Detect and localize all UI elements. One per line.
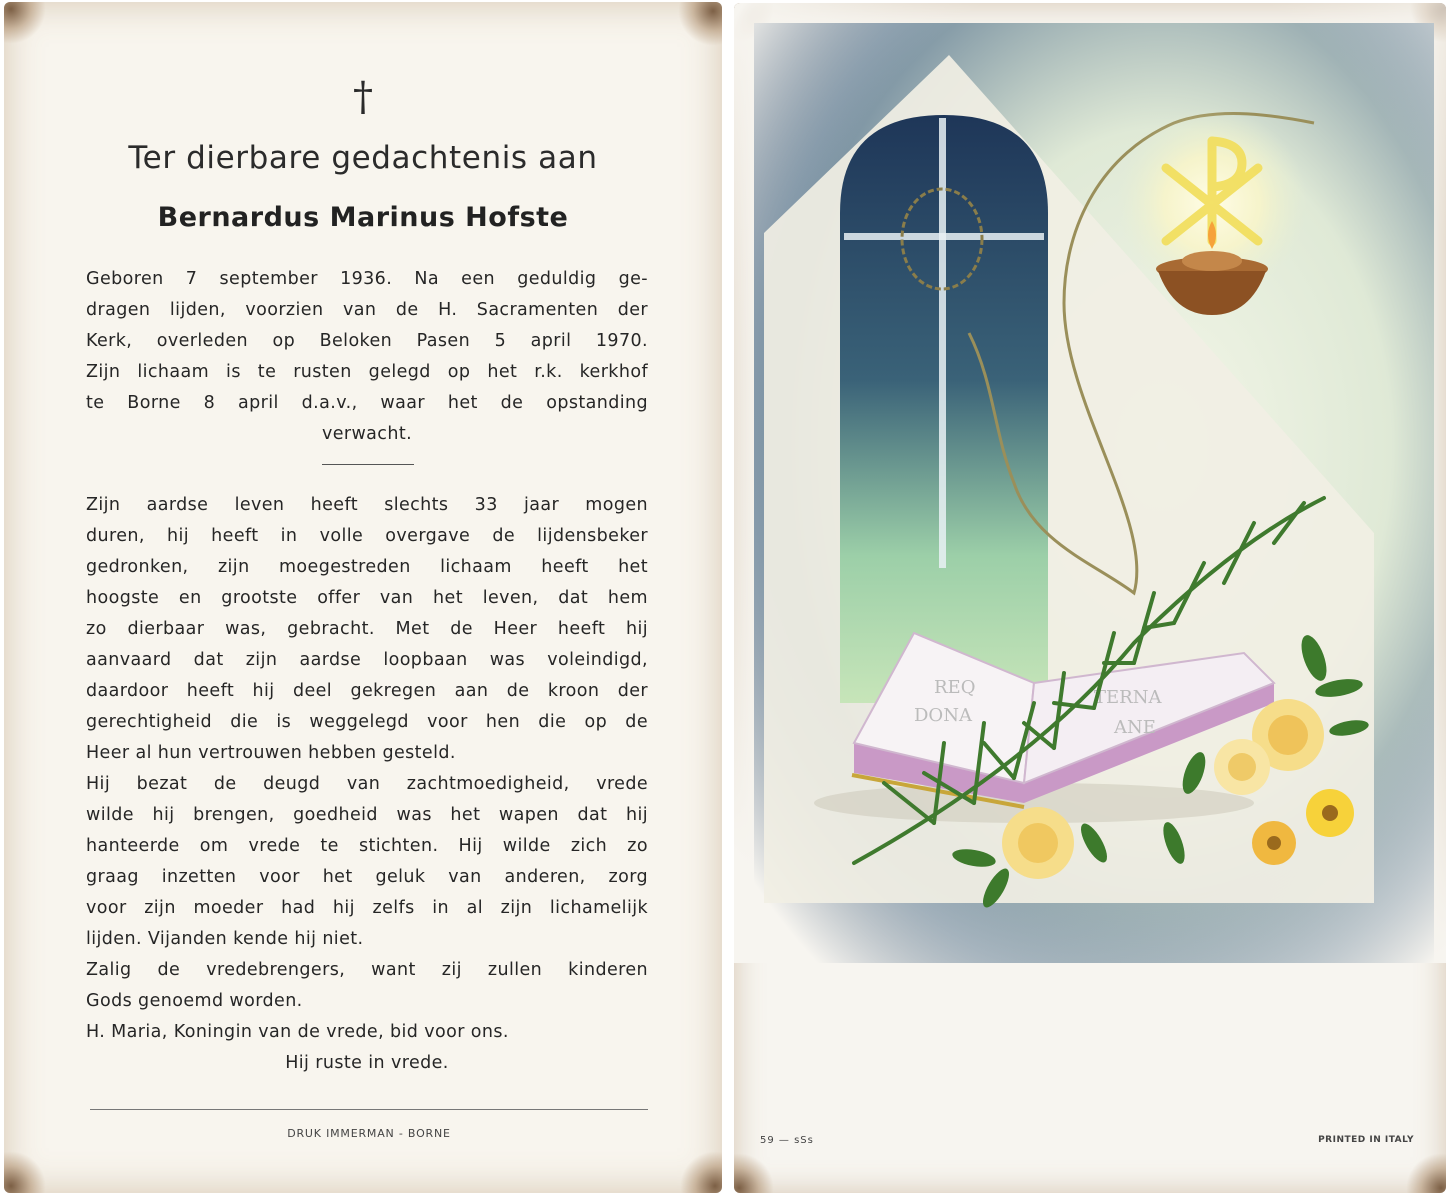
burn-stain	[680, 1151, 722, 1193]
book-text: REQ	[934, 677, 976, 698]
text-line: te Borne 8 april d.a.v., waar het de opstanding	[86, 393, 648, 413]
religious-illustration	[734, 3, 1446, 963]
burn-stain	[734, 1153, 774, 1193]
biography-paragraph	[86, 264, 648, 450]
book-text: DONA	[914, 705, 972, 726]
memorial-card-image-side	[734, 3, 1446, 1193]
text-line: Hij bezat de deugd van zachtmoedigheid, vrede	[86, 774, 648, 794]
text-line: hanteerde om vrede te stichten. Hij wilde zich zo	[86, 836, 648, 856]
book-text: TERNA	[1094, 687, 1162, 708]
text-line: Zijn aardse leven heeft slechts 33 jaar mogen	[86, 495, 648, 515]
text-line: verwacht.	[321, 424, 413, 444]
divider	[322, 464, 414, 465]
text-line: Hij ruste in vrede.	[285, 1053, 449, 1073]
text-line: Geboren 7 september 1936. Na een geduldig ge-	[86, 269, 648, 289]
tribute-paragraph	[86, 490, 648, 1079]
printed-in-label: PRINTED IN ITALY	[1318, 1135, 1414, 1145]
text-line: lijden. Vijanden kende hij niet.	[86, 929, 364, 949]
text-line: gedronken, zijn moegestreden lichaam heeft het	[86, 557, 648, 577]
text-line: dragen lijden, voorzien van de H. Sacramenten der	[86, 300, 648, 320]
text-line: graag inzetten voor het geluk van anderen, zorg	[86, 867, 648, 887]
burn-stain	[678, 2, 722, 46]
text-line: gerechtigheid die is weggelegd voor hen die op de	[86, 712, 648, 732]
text-line: hoogste en grootste offer van het leven, dat hem	[86, 588, 648, 608]
card-code: 59 — sSs	[760, 1135, 814, 1146]
deceased-name: Bernardus Marinus Hofste	[157, 202, 569, 233]
text-line: Kerk, overleden op Beloken Pasen 5 april 1970.	[86, 331, 648, 351]
text-line: Heer al hun vertrouwen hebben gesteld.	[86, 743, 456, 763]
text-line: aanvaard dat zijn aardse loopbaan was voleindigd,	[86, 650, 648, 670]
printer-credit: DRUK IMMERMAN - BORNE	[287, 1127, 451, 1140]
burn-stain	[4, 2, 46, 44]
divider	[90, 1109, 648, 1110]
burn-stain	[4, 1151, 46, 1193]
memorial-card-text-side	[4, 2, 722, 1193]
text-line: zo dierbaar was, gebracht. Met de Heer heeft hij	[86, 619, 648, 639]
cross-icon: †	[353, 74, 373, 120]
text-line: wilde hij brengen, goedheid was het wapen dat hij	[86, 805, 648, 825]
memorial-heading: Ter dierbare gedachtenis aan	[128, 140, 598, 176]
book-text: ANE	[1114, 717, 1156, 738]
text-line: duren, hij heeft in volle overgave de lijdensbeker	[86, 526, 648, 546]
text-line: H. Maria, Koningin van de vrede, bid voor ons.	[86, 1022, 509, 1042]
text-line: voor zijn moeder had hij zelfs in al zijn lichamelijk	[86, 898, 648, 918]
burn-stain	[1406, 1153, 1446, 1193]
text-line: daardoor heeft hij deel gekregen aan de kroon der	[86, 681, 648, 701]
text-line: Zijn lichaam is te rusten gelegd op het r.k. kerkhof	[86, 362, 648, 382]
text-line: Gods genoemd worden.	[86, 991, 303, 1011]
text-line: Zalig de vredebrengers, want zij zullen kinderen	[86, 960, 648, 980]
